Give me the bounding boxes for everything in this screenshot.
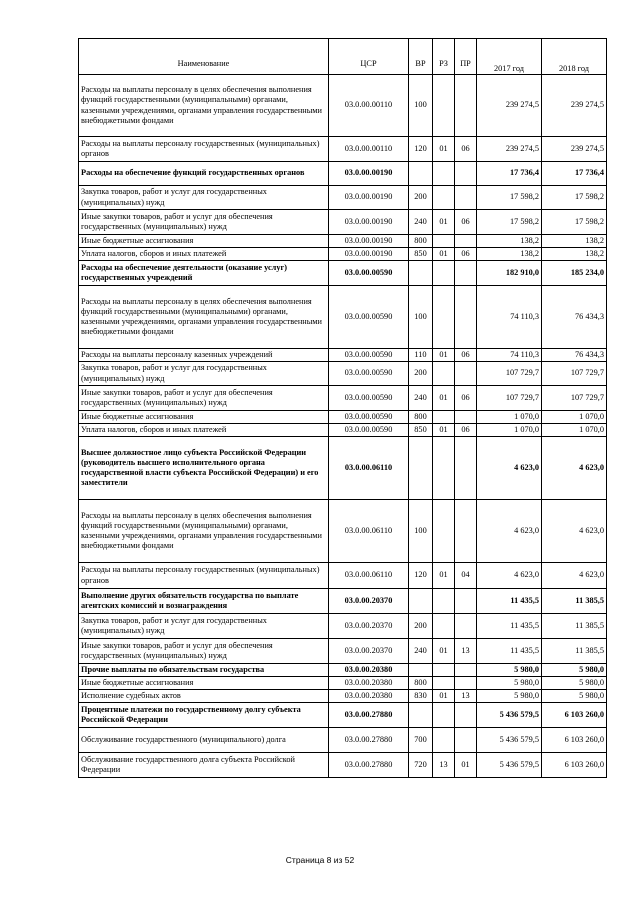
row-csr: 03.0.00.00590 [329, 386, 409, 411]
row-rz [433, 614, 455, 639]
table-row [79, 677, 607, 690]
row-vr: 240 [409, 210, 433, 235]
row-value-2017: 5 436 579,5 [477, 753, 542, 778]
row-value-2018: 11 385,5 [542, 639, 607, 664]
row-value-2018: 5 980,0 [542, 690, 607, 703]
row-value-2017: 5 436 579,5 [477, 728, 542, 753]
row-name: Обслуживание государственного (муниципального) долга [79, 728, 329, 753]
row-value-2017: 1 070,0 [477, 411, 542, 424]
row-pr: 01 [455, 753, 477, 778]
row-value-2017: 11 435,5 [477, 614, 542, 639]
row-vr: 240 [409, 386, 433, 411]
row-rz [433, 75, 455, 137]
row-name: Обслуживание государственного долга субъекта Российской Федерации [79, 753, 329, 778]
row-vr [409, 703, 433, 728]
row-pr [455, 677, 477, 690]
table-row [79, 137, 607, 162]
row-name: Расходы на выплаты персоналу в целях обеспечения выполнения функций государственными (муниципальными) органами, казенными учреждениями, органами управления государственными внебюджетными фондами [79, 286, 329, 349]
row-csr: 03.0.00.00190 [329, 162, 409, 186]
row-csr: 03.0.00.06110 [329, 437, 409, 500]
header-vr: ВР [415, 58, 426, 68]
table-row [79, 563, 607, 589]
row-rz [433, 728, 455, 753]
row-rz: 01 [433, 386, 455, 411]
row-value-2018: 107 729,7 [542, 386, 607, 411]
row-vr: 720 [409, 753, 433, 778]
row-name: Иные бюджетные ассигнования [79, 411, 329, 424]
table-row [79, 639, 607, 664]
row-pr [455, 614, 477, 639]
row-vr: 120 [409, 563, 433, 589]
row-rz [433, 437, 455, 500]
row-name: Уплата налогов, сборов и иных платежей [79, 248, 329, 261]
row-value-2017: 5 980,0 [477, 677, 542, 690]
row-value-2017: 74 110,3 [477, 349, 542, 362]
row-value-2018: 11 385,5 [542, 614, 607, 639]
row-pr [455, 162, 477, 186]
row-value-2017: 5 436 579,5 [477, 703, 542, 728]
row-csr: 03.0.00.00110 [329, 75, 409, 137]
row-value-2017: 17 598,2 [477, 210, 542, 235]
row-name: Закупка товаров, работ и услуг для государственных (муниципальных) нужд [79, 362, 329, 386]
row-name: Иные бюджетные ассигнования [79, 235, 329, 248]
row-vr [409, 162, 433, 186]
table-row [79, 614, 607, 639]
row-vr: 800 [409, 411, 433, 424]
row-value-2018: 6 103 260,0 [542, 728, 607, 753]
row-pr [455, 664, 477, 677]
row-vr: 830 [409, 690, 433, 703]
row-pr [455, 75, 477, 137]
header-year-2: 2018 год [542, 39, 607, 75]
row-vr: 240 [409, 639, 433, 664]
header-csr: ЦСР [360, 58, 377, 68]
row-vr: 850 [409, 424, 433, 437]
row-pr: 06 [455, 386, 477, 411]
row-name: Иные закупки товаров, работ и услуг для обеспечения государственных (муниципальных) нужд [79, 210, 329, 235]
row-value-2017: 17 736,4 [477, 162, 542, 186]
table-row [79, 664, 607, 677]
row-csr: 03.0.00.00590 [329, 286, 409, 349]
row-pr [455, 500, 477, 563]
row-rz [433, 186, 455, 210]
row-value-2017: 239 274,5 [477, 137, 542, 162]
row-pr [455, 437, 477, 500]
row-value-2018: 107 729,7 [542, 362, 607, 386]
row-vr: 200 [409, 186, 433, 210]
row-value-2017: 74 110,3 [477, 286, 542, 349]
row-name: Расходы на выплаты персоналу в целях обеспечения выполнения функций государственными (муниципальными) органами, казенными учреждениями, органами управления государственными внебюджетными фондами [79, 500, 329, 563]
row-csr: 03.0.00.00190 [329, 186, 409, 210]
row-vr: 120 [409, 137, 433, 162]
row-value-2017: 4 623,0 [477, 563, 542, 589]
row-rz [433, 703, 455, 728]
row-name: Уплата налогов, сборов и иных платежей [79, 424, 329, 437]
row-csr: 03.0.00.20370 [329, 614, 409, 639]
row-rz [433, 664, 455, 677]
header-year-1: 2017 год [477, 39, 542, 75]
row-pr: 06 [455, 349, 477, 362]
row-name: Иные закупки товаров, работ и услуг для обеспечения государственных (муниципальных) нужд [79, 386, 329, 411]
row-rz: 01 [433, 690, 455, 703]
row-name: Расходы на обеспечение функций государственных органов [79, 162, 329, 186]
row-name: Расходы на обеспечение деятельности (оказание услуг) государственных учреждений [79, 261, 329, 286]
table-header-row [79, 39, 607, 75]
row-vr: 110 [409, 349, 433, 362]
row-csr: 03.0.00.00110 [329, 137, 409, 162]
row-value-2017: 5 980,0 [477, 664, 542, 677]
row-rz [433, 235, 455, 248]
row-value-2018: 138,2 [542, 235, 607, 248]
row-value-2018: 239 274,5 [542, 75, 607, 137]
row-rz: 01 [433, 137, 455, 162]
row-value-2017: 138,2 [477, 235, 542, 248]
row-value-2018: 4 623,0 [542, 500, 607, 563]
row-csr: 03.0.00.00590 [329, 424, 409, 437]
row-value-2018: 1 070,0 [542, 411, 607, 424]
row-pr [455, 186, 477, 210]
row-value-2018: 1 070,0 [542, 424, 607, 437]
row-csr: 03.0.00.00190 [329, 235, 409, 248]
table-row [79, 728, 607, 753]
table-row [79, 186, 607, 210]
row-value-2018: 11 385,5 [542, 589, 607, 614]
row-vr: 850 [409, 248, 433, 261]
row-pr: 04 [455, 563, 477, 589]
row-vr [409, 261, 433, 286]
row-vr: 200 [409, 362, 433, 386]
row-value-2018: 5 980,0 [542, 677, 607, 690]
row-csr: 03.0.00.06110 [329, 500, 409, 563]
row-csr: 03.0.00.27880 [329, 703, 409, 728]
row-csr: 03.0.00.00190 [329, 248, 409, 261]
row-value-2018: 5 980,0 [542, 664, 607, 677]
row-value-2017: 107 729,7 [477, 362, 542, 386]
row-pr [455, 411, 477, 424]
header-pr: ПР [460, 58, 471, 68]
row-value-2018: 4 623,0 [542, 437, 607, 500]
row-rz [433, 362, 455, 386]
row-csr: 03.0.00.06110 [329, 563, 409, 589]
table-row [79, 424, 607, 437]
budget-table [78, 38, 607, 778]
row-name: Высшее должностное лицо субъекта Российской Федерации (руководитель высшего исполнительного органа государственной власти субъекта Российской Федерации) и его заместители [79, 437, 329, 500]
row-rz [433, 261, 455, 286]
table-row [79, 386, 607, 411]
row-value-2018: 76 434,3 [542, 286, 607, 349]
row-name: Иные бюджетные ассигнования [79, 677, 329, 690]
table-row [79, 261, 607, 286]
row-value-2017: 5 980,0 [477, 690, 542, 703]
row-csr: 03.0.00.00590 [329, 411, 409, 424]
table-row [79, 362, 607, 386]
row-pr: 06 [455, 137, 477, 162]
row-rz [433, 286, 455, 349]
row-rz [433, 411, 455, 424]
row-csr: 03.0.00.00190 [329, 210, 409, 235]
row-pr: 13 [455, 639, 477, 664]
row-vr: 800 [409, 235, 433, 248]
row-vr: 100 [409, 500, 433, 563]
row-value-2017: 239 274,5 [477, 75, 542, 137]
header-rz: РЗ [439, 58, 448, 68]
row-name: Расходы на выплаты персоналу в целях обеспечения выполнения функций государственными (муниципальными) органами, казенными учреждениями, органами управления государственными внебюджетными фондами [79, 75, 329, 137]
row-pr: 06 [455, 424, 477, 437]
table-row [79, 411, 607, 424]
row-name: Процентные платежи по государственному долгу субъекта Российской Федерации [79, 703, 329, 728]
row-rz [433, 500, 455, 563]
row-rz [433, 162, 455, 186]
row-value-2017: 4 623,0 [477, 500, 542, 563]
header-name: Наименование [177, 58, 230, 68]
row-value-2018: 138,2 [542, 248, 607, 261]
row-value-2018: 17 598,2 [542, 210, 607, 235]
row-name: Расходы на выплаты персоналу казенных учреждений [79, 349, 329, 362]
row-csr: 03.0.00.20380 [329, 664, 409, 677]
row-vr: 100 [409, 75, 433, 137]
row-rz: 01 [433, 639, 455, 664]
row-csr: 03.0.00.27880 [329, 753, 409, 778]
table-row [79, 589, 607, 614]
row-csr: 03.0.00.20380 [329, 677, 409, 690]
row-csr: 03.0.00.27880 [329, 728, 409, 753]
row-vr [409, 664, 433, 677]
row-pr [455, 703, 477, 728]
row-rz: 01 [433, 248, 455, 261]
row-value-2017: 11 435,5 [477, 639, 542, 664]
table-row [79, 690, 607, 703]
table-row [79, 753, 607, 778]
row-pr: 06 [455, 210, 477, 235]
row-value-2018: 4 623,0 [542, 563, 607, 589]
row-pr [455, 261, 477, 286]
table-row [79, 248, 607, 261]
row-value-2017: 1 070,0 [477, 424, 542, 437]
row-value-2017: 11 435,5 [477, 589, 542, 614]
row-vr: 800 [409, 677, 433, 690]
row-pr [455, 362, 477, 386]
row-value-2018: 6 103 260,0 [542, 703, 607, 728]
row-pr [455, 235, 477, 248]
row-rz [433, 677, 455, 690]
row-pr: 13 [455, 690, 477, 703]
row-name: Расходы на выплаты персоналу государственных (муниципальных) органов [79, 563, 329, 589]
table-row [79, 286, 607, 349]
table-row [79, 703, 607, 728]
row-pr: 06 [455, 248, 477, 261]
table-row [79, 500, 607, 563]
row-name: Закупка товаров, работ и услуг для государственных (муниципальных) нужд [79, 614, 329, 639]
row-csr: 03.0.00.20380 [329, 690, 409, 703]
row-rz: 13 [433, 753, 455, 778]
row-csr: 03.0.00.20370 [329, 589, 409, 614]
row-name: Расходы на выплаты персоналу государственных (муниципальных) органов [79, 137, 329, 162]
row-csr: 03.0.00.00590 [329, 362, 409, 386]
page-number-footer: Страница 8 из 52 [285, 855, 355, 865]
row-value-2017: 107 729,7 [477, 386, 542, 411]
row-name: Иные закупки товаров, работ и услуг для обеспечения государственных (муниципальных) нужд [79, 639, 329, 664]
row-name: Прочие выплаты по обязательствам государства [79, 664, 329, 677]
row-value-2018: 76 434,3 [542, 349, 607, 362]
row-vr: 200 [409, 614, 433, 639]
row-value-2017: 4 623,0 [477, 437, 542, 500]
row-pr [455, 728, 477, 753]
row-value-2018: 17 598,2 [542, 186, 607, 210]
row-name: Исполнение судебных актов [79, 690, 329, 703]
row-value-2018: 17 736,4 [542, 162, 607, 186]
row-rz: 01 [433, 563, 455, 589]
table-row [79, 235, 607, 248]
row-value-2017: 138,2 [477, 248, 542, 261]
row-value-2018: 6 103 260,0 [542, 753, 607, 778]
table-row [79, 162, 607, 186]
row-name: Закупка товаров, работ и услуг для государственных (муниципальных) нужд [79, 186, 329, 210]
row-value-2018: 239 274,5 [542, 137, 607, 162]
table-row [79, 75, 607, 137]
row-vr [409, 437, 433, 500]
row-rz [433, 589, 455, 614]
row-pr [455, 589, 477, 614]
table-row [79, 210, 607, 235]
table-row [79, 349, 607, 362]
row-rz: 01 [433, 424, 455, 437]
row-value-2017: 17 598,2 [477, 186, 542, 210]
row-rz: 01 [433, 349, 455, 362]
row-pr [455, 286, 477, 349]
row-name: Выполнение других обязательств государства по выплате агентских комиссий и вознаграждения [79, 589, 329, 614]
row-value-2018: 185 234,0 [542, 261, 607, 286]
row-rz: 01 [433, 210, 455, 235]
row-value-2017: 182 910,0 [477, 261, 542, 286]
row-csr: 03.0.00.20370 [329, 639, 409, 664]
row-vr: 700 [409, 728, 433, 753]
table-row [79, 437, 607, 500]
row-csr: 03.0.00.00590 [329, 261, 409, 286]
row-csr: 03.0.00.00590 [329, 349, 409, 362]
row-vr [409, 589, 433, 614]
row-vr: 100 [409, 286, 433, 349]
